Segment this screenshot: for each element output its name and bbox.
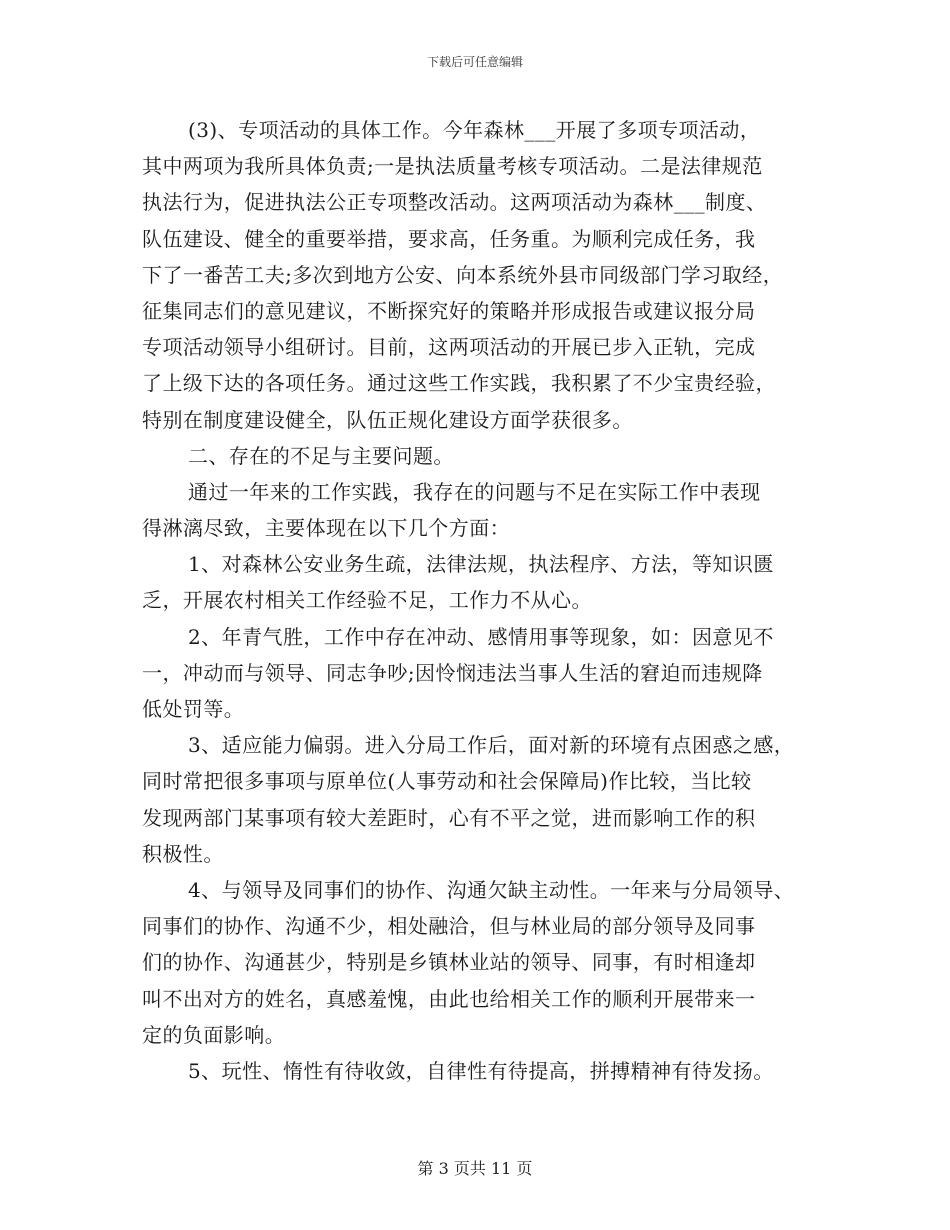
text-line: 定的负面影响。 xyxy=(142,1022,286,1047)
text-line: 2、年青气胜，工作中存在冲动、感情用事等现象，如：因意见不 xyxy=(188,624,774,649)
text-line: 4、与领导及同事们的协作、沟通欠缺主动性。一年来与分局领导、 xyxy=(188,877,795,902)
text-line: 特别在制度建设健全，队伍正规化建设方面学获很多。 xyxy=(142,407,633,432)
text-line: 执法行为，促进执法公正专项整改活动。这两项活动为森林___制度、 xyxy=(142,190,767,215)
text-line: 队伍建设、健全的重要举措，要求高，任务重。为顺利完成任务，我 xyxy=(142,226,756,251)
text-line: 其中两项为我所具体负责;一是执法质量考核专项活动。二是法律规范 xyxy=(142,154,763,179)
text-line: 1、对森林公安业务生疏，法律法规，执法程序、方法，等知识匮 xyxy=(188,552,774,577)
text-line: 们的协作、沟通甚少，特别是乡镇林业站的领导、同事，有时相逢却 xyxy=(142,950,756,975)
text-line: 下了一番苦工夫;多次到地方公安、向本系统外县市同级部门学习取经， xyxy=(142,262,784,287)
page-header: 下载后可任意编辑 xyxy=(426,55,523,69)
text-line: 征集同志们的意见建议，不断探究好的策略并形成报告或建议报分局 xyxy=(142,298,756,323)
document-body xyxy=(142,112,812,1089)
text-line: 发现两部门某事项有较大差距时，心有不平之觉，进而影响工作的积 xyxy=(142,805,756,830)
text-line: 同事们的协作、沟通不少，相处融洽，但与林业局的部分领导及同事 xyxy=(142,914,756,939)
text-line: 5、玩性、惰性有待收敛，自律性有待提高，拼搏精神有待发扬。 xyxy=(188,1058,774,1083)
text-line: 低处罚等。 xyxy=(142,697,245,721)
text-line: 积极性。 xyxy=(142,841,224,866)
text-line: 叫不出对方的姓名，真感羞愧，由此也给相关工作的顺利开展带来一 xyxy=(142,986,756,1011)
text-line: 一，冲动而与领导、同志争吵;因怜悯违法当事人生活的窘迫而违规降 xyxy=(142,660,763,685)
text-line: 专项活动领导小组研讨。目前，这两项活动的开展已步入正轨，完成 xyxy=(142,335,756,360)
text-line: 得淋漓尽致，主要体现在以下几个方面： xyxy=(142,516,511,541)
section-heading: 二、存在的不足与主要问题。 xyxy=(188,443,454,468)
text-line: 3、适应能力偏弱。进入分局工作后，面对新的环境有点困惑之感， xyxy=(188,733,795,758)
text-line: 了上级下达的各项任务。通过这些工作实践，我积累了不少宝贵经验， xyxy=(142,371,776,396)
text-line: 乏，开展农村相关工作经验不足，工作力不从心。 xyxy=(142,588,592,613)
page-number: 第 3 页共 11 页 xyxy=(417,1159,533,1178)
text-line: 同时常把很多事项与原单位(人事劳动和社会保障局)作比较，当比较 xyxy=(142,769,752,794)
text-line: 通过一年来的工作实践，我存在的问题与不足在实际工作中表现 xyxy=(188,479,761,504)
text-line: (3)、专项活动的具体工作。今年森林___开展了多项专项活动， xyxy=(188,118,761,142)
